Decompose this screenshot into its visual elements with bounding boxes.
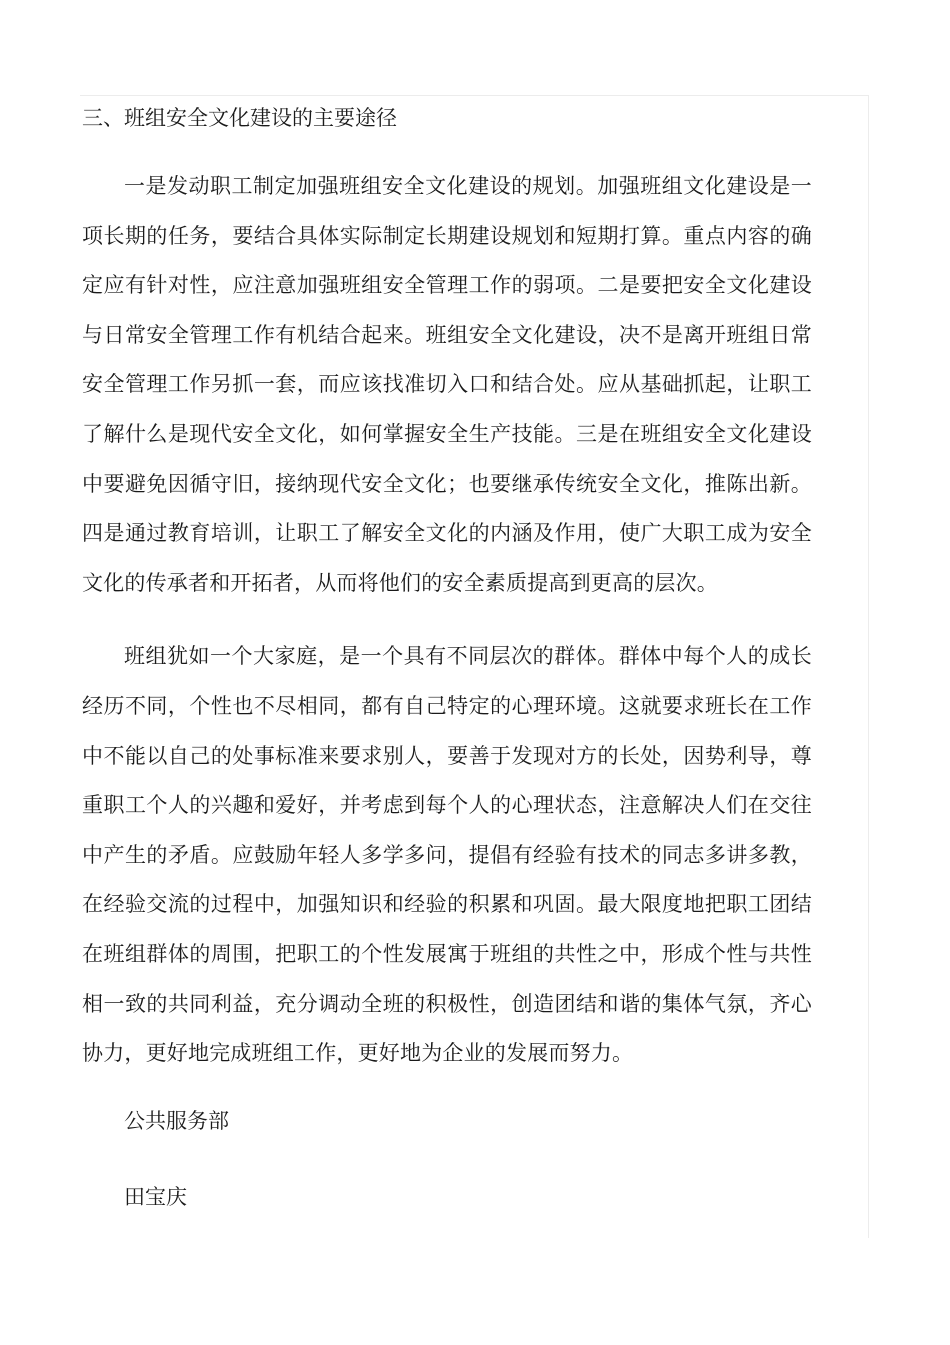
author-name: 田宝庆 xyxy=(124,1184,187,1209)
section-heading: 三、班组安全文化建设的主要途径 xyxy=(82,106,397,130)
document-body xyxy=(82,100,812,1215)
paragraph: 一是发动职工制定加强班组安全文化建设的规划。加强班组文化建设是一项长期的任务，要结合具体实际制定长期建设规划和短期打算。重点内容的确定应有针对性，应注意加强班组安全管理工作的弱项。二是要把安全文化建设与日常安全管理工作有机结合起来。班组安全文化建设，决不是离开班组日常安全管理工作另抓一套，而应该找准切入口和结合处。应从基础抓起，让职工了解什么是现代安全文化，如何掌握安全生产技能。三是在班组安全文化建设中要避免因循守旧，接纳现代安全文化；也要继承传统安全文化，推陈出新。四是通过教育培训，让职工了解安全文化的内涵及作用，使广大职工成为安全文化的传承者和开拓者，从而将他们的安全素质提高到更高的层次。 xyxy=(82,174,812,595)
department-name: 公共服务部 xyxy=(124,1108,229,1133)
paragraph: 班组犹如一个大家庭，是一个具有不同层次的群体。群体中每个人的成长经历不同，个性也不尽相同，都有自己特定的心理环境。这就要求班长在工作中不能以自己的处事标准来要求别人，要善于发现对方的长处，因势利导，尊重职工个人的兴趣和爱好，并考虑到每个人的心理状态，注意解决人们在交往中产生的矛盾。应鼓励年轻人多学多问，提倡有经验有技术的同志多讲多教，在经验交流的过程中，加强知识和经验的积累和巩固。最大限度地把职工团结在班组群体的周围，把职工的个性发展寓于班组的共性之中，形成个性与共性相一致的共同利益，充分调动全班的积极性，创造团结和谐的集体气氛，齐心协力，更好地完成班组工作，更好地为企业的发展而努力。 xyxy=(82,644,812,1066)
